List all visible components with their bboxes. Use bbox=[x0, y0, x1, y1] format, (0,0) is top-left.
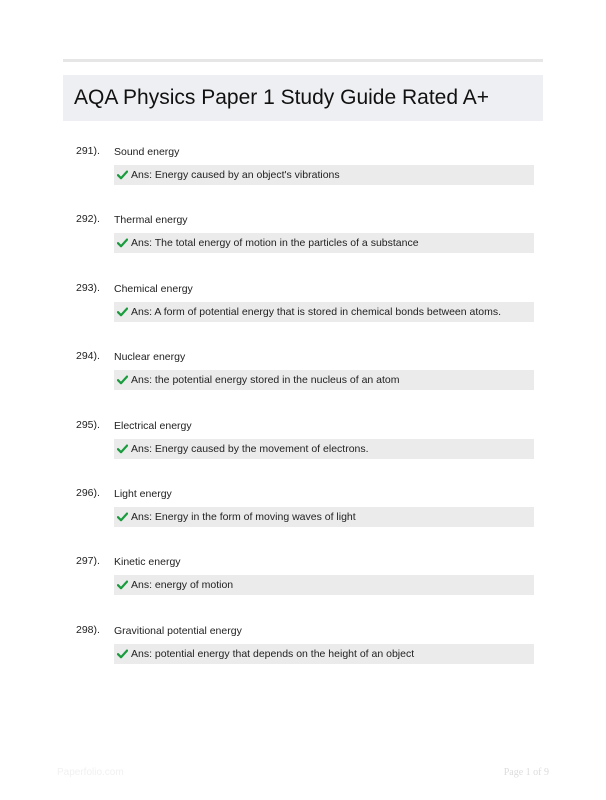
question-number: 292). bbox=[76, 213, 100, 225]
question-number: 298). bbox=[76, 624, 100, 636]
qa-item bbox=[63, 486, 543, 546]
answer-box bbox=[114, 507, 534, 527]
answer-box bbox=[114, 370, 534, 390]
check-icon bbox=[117, 307, 128, 317]
answer-text: Ans: Energy in the form of moving waves of light bbox=[131, 511, 356, 523]
page-number: Page 1 of 9 bbox=[503, 767, 549, 778]
question-text: Kinetic energy bbox=[114, 556, 181, 568]
qa-item bbox=[63, 212, 543, 272]
question-number: 294). bbox=[76, 350, 100, 362]
answer-text: Ans: the potential energy stored in the nucleus of an atom bbox=[131, 374, 400, 386]
check-icon bbox=[117, 444, 128, 454]
question-text: Electrical energy bbox=[114, 420, 192, 432]
question-number: 297). bbox=[76, 555, 100, 567]
answer-box bbox=[114, 233, 534, 253]
question-text: Gravitional potential energy bbox=[114, 625, 242, 637]
answer-text: Ans: energy of motion bbox=[131, 579, 234, 591]
question-number: 295). bbox=[76, 419, 100, 431]
watermark-text: Paperfolio.com bbox=[57, 767, 124, 778]
qa-item bbox=[63, 281, 543, 341]
check-icon bbox=[117, 170, 128, 180]
answer-box bbox=[114, 575, 534, 595]
answer-text: Ans: potential energy that depends on the height of an object bbox=[131, 648, 415, 660]
answer-text: Ans: Energy caused by the movement of electrons. bbox=[131, 443, 369, 455]
qa-item bbox=[63, 554, 543, 614]
question-text: Light energy bbox=[114, 488, 172, 500]
check-icon bbox=[117, 580, 128, 590]
check-icon bbox=[117, 649, 128, 659]
title-bar bbox=[63, 75, 543, 121]
answer-text: Ans: A form of potential energy that is stored in chemical bonds between atoms. bbox=[131, 306, 502, 318]
check-icon bbox=[117, 238, 128, 248]
check-icon bbox=[117, 512, 128, 522]
answer-box bbox=[114, 165, 534, 185]
question-number: 293). bbox=[76, 282, 100, 294]
check-icon bbox=[117, 375, 128, 385]
qa-item bbox=[63, 418, 543, 478]
question-number: 291). bbox=[76, 145, 100, 157]
qa-item bbox=[63, 144, 543, 204]
question-text: Thermal energy bbox=[114, 214, 188, 226]
answer-text: Ans: The total energy of motion in the particles of a substance bbox=[131, 237, 419, 249]
qa-item bbox=[63, 349, 543, 409]
answer-box bbox=[114, 439, 534, 459]
question-text: Chemical energy bbox=[114, 283, 193, 295]
page-title: AQA Physics Paper 1 Study Guide Rated A+ bbox=[74, 86, 489, 109]
question-text: Nuclear energy bbox=[114, 351, 186, 363]
answer-box bbox=[114, 644, 534, 664]
question-text: Sound energy bbox=[114, 146, 180, 158]
top-divider bbox=[63, 59, 543, 62]
answer-text: Ans: Energy caused by an object's vibrations bbox=[131, 169, 340, 181]
question-number: 296). bbox=[76, 487, 100, 499]
qa-item bbox=[63, 623, 543, 683]
answer-box bbox=[114, 302, 534, 322]
